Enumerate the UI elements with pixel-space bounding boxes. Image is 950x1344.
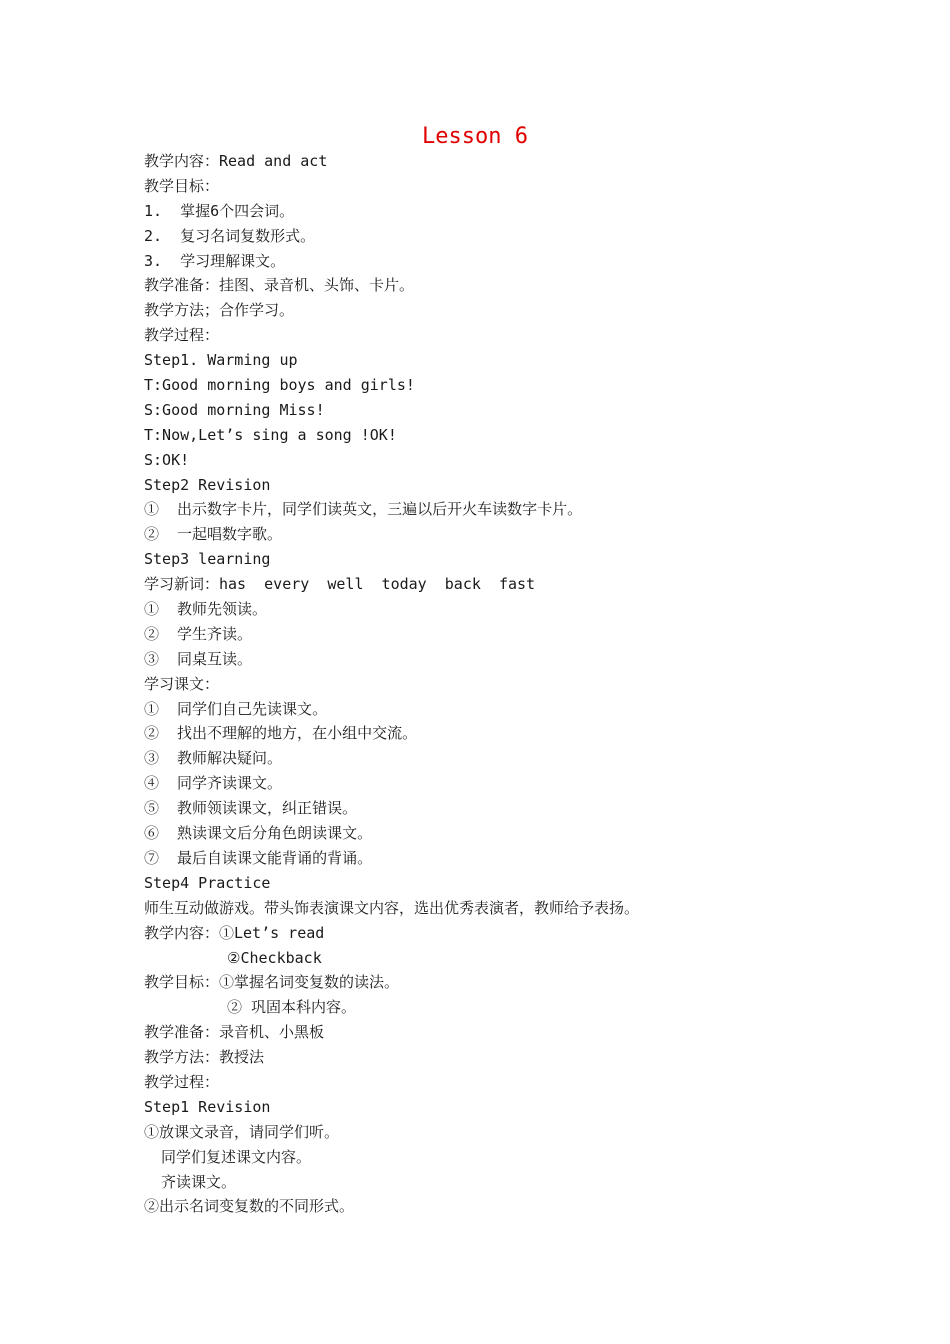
text-line: 教学方法：教授法 (144, 1048, 265, 1067)
text-line: 齐读课文。 (161, 1172, 237, 1191)
text-line: Step2 Revision (144, 475, 271, 494)
text-line: 教学方法；合作学习。 (144, 301, 295, 320)
text-line: ② 巩固本科内容。 (227, 998, 357, 1017)
text-line: 学习课文： (144, 674, 220, 693)
text-line: ④ 同学齐读课文。 (144, 774, 283, 793)
text-line: 教学目标：①掌握名词变复数的读法。 (144, 973, 400, 992)
text-line: ③ 教师解决疑问。 (144, 749, 283, 768)
text-line: 教学准备：录音机、小黑板 (144, 1023, 325, 1042)
text-line: ① 出示数字卡片，同学们读英文，三遍以后开火车读数字卡片。 (144, 500, 583, 519)
lesson-body (144, 149, 864, 1219)
text-line: ⑥ 熟读课文后分角色朗读课文。 (144, 824, 373, 843)
text-line: ③ 同桌互读。 (144, 649, 253, 668)
text-line: ①放课文录音，请同学们听。 (144, 1122, 340, 1141)
text-line: ②出示名词变复数的不同形式。 (144, 1197, 355, 1216)
text-line: ② 学生齐读。 (144, 624, 253, 643)
text-line: ⑦ 最后自读课文能背诵的背诵。 (144, 848, 373, 867)
text-line: Step1. Warming up (144, 351, 298, 370)
text-line: 教学目标： (144, 176, 220, 195)
text-line: 教学内容：①Let’s read (144, 923, 325, 942)
text-line: ⑤ 教师领读课文，纠正错误。 (144, 799, 358, 818)
text-line: ②Checkback (227, 948, 322, 967)
text-line: 教学内容：Read and act (144, 152, 328, 170)
text-line: T:Good morning boys and girls! (144, 376, 415, 395)
text-line: ② 找出不理解的地方，在小组中交流。 (144, 724, 418, 743)
text-line: Step1 Revision (144, 1097, 271, 1116)
text-line: Step4 Practice (144, 873, 271, 892)
text-line: S:Good morning Miss! (144, 400, 325, 419)
text-line: ① 同学们自己先读课文。 (144, 699, 328, 718)
text-line: 1. 掌握6个四会词。 (144, 201, 295, 220)
text-line: S:OK! (144, 450, 190, 469)
text-line: 师生互动做游戏。带头饰表演课文内容，选出优秀表演者，教师给予表扬。 (144, 898, 640, 917)
text-line: Step3 learning (144, 550, 271, 569)
text-line: 同学们复述课文内容。 (161, 1147, 312, 1166)
text-line: 教学准备：挂图、录音机、头饰、卡片。 (144, 276, 415, 295)
text-line: 教学过程： (144, 1072, 220, 1091)
text-line: 2. 复习名词复数形式。 (144, 226, 316, 245)
page-title: Lesson 6 (422, 124, 528, 149)
text-line: ② 一起唱数字歌。 (144, 525, 283, 544)
text-line: 学习新词：has every well today back fast (144, 575, 536, 594)
text-line: 3. 学习理解课文。 (144, 251, 286, 270)
text-line: ① 教师先领读。 (144, 600, 268, 619)
text-line: T:Now,Let’s sing a song !OK! (144, 425, 397, 444)
text-line: 教学过程： (144, 326, 220, 345)
